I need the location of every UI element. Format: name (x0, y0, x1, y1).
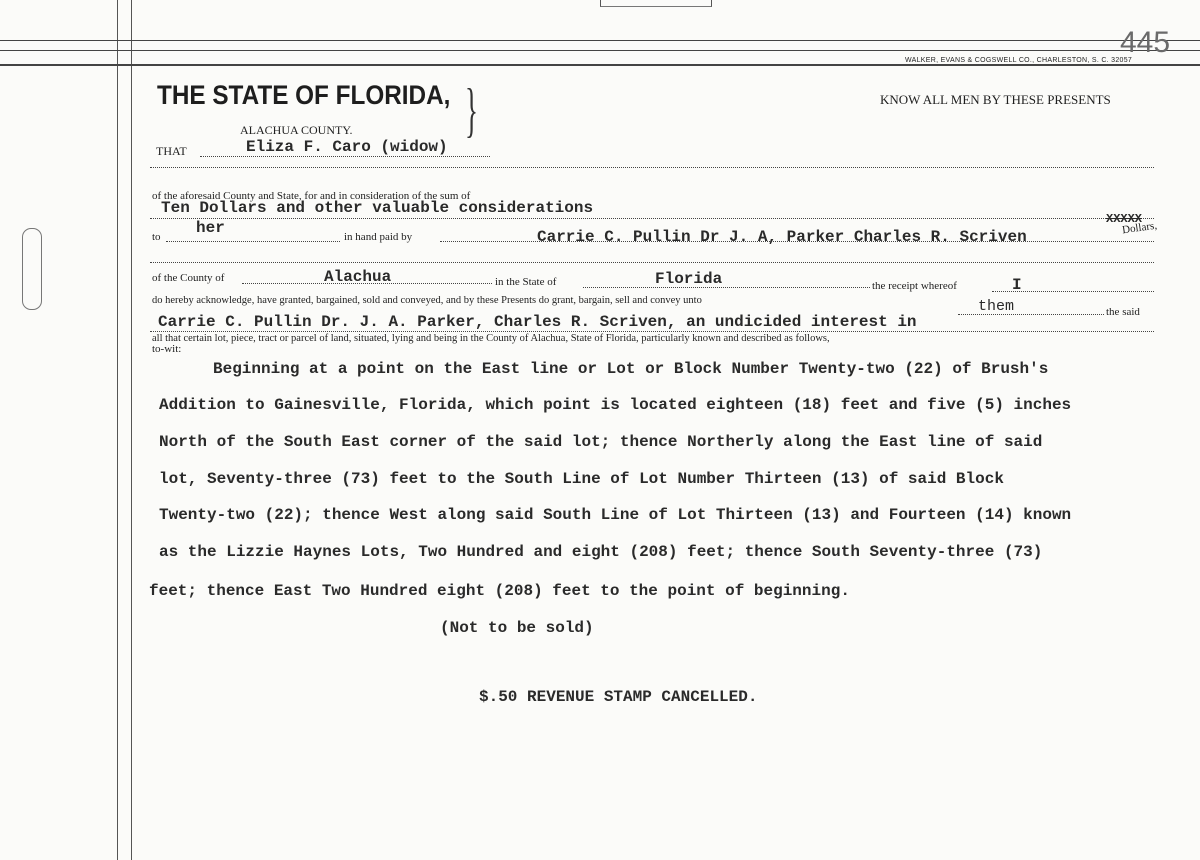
grantees-value: Carrie C. Pullin Dr J. A, Parker Charles R. Scriven (537, 228, 1027, 246)
page-number: 445 (1120, 26, 1171, 59)
county-heading: ALACHUA COUNTY. (240, 123, 353, 137)
not-to-be-sold-note: (Not to be sold) (440, 619, 594, 637)
top-rule-1 (0, 40, 1200, 41)
state-heading: THE STATE OF FLORIDA, (157, 80, 451, 110)
grantees-interest-value: Carrie C. Pullin Dr. J. A. Parker, Charles R. Scriven, an undicided interest in (158, 313, 917, 331)
description-line-5: Twenty-two (22); thence West along said South Line of Lot Thirteen (13) and Fourteen (14) known (159, 506, 1072, 524)
consideration-fill (150, 218, 1154, 219)
to-label: to (152, 231, 161, 243)
consideration-prefix: of the aforesaid County and State, for and in consideration of the sum of (152, 190, 471, 202)
land-line-1: all that certain lot, piece, tract or parcel of land, situated, lying and being in the County of Alachua, State of Florida, particularly known and described as follows, (152, 333, 830, 344)
dollars-label: Dollars, (1121, 219, 1158, 237)
acknowledge-text: do hereby acknowledge, have granted, bargained, sold and conveyed, and by these Presents do grant, bargain, sell and convey unto (152, 295, 702, 306)
state-value: Florida (655, 270, 723, 288)
grantor-value: Eliza F. Caro (widow) (246, 138, 448, 156)
description-line-1: Beginning at a point on the East line or Lot or Block Number Twenty-two (22) of Brush's (213, 360, 1049, 378)
receipt-value: I (1012, 276, 1022, 294)
county-label: of the County of (152, 272, 225, 284)
margin-rule-left-outer (117, 0, 118, 860)
consideration-value: Ten Dollars and other valuable considerations (161, 199, 594, 217)
land-line-2: to-wit: (152, 343, 182, 355)
binding-tab (600, 0, 712, 7)
blank-line-1 (150, 167, 1154, 168)
interest-fill (150, 331, 1154, 332)
to-fill (166, 241, 340, 242)
county-value: Alachua (324, 268, 392, 286)
margin-rule-left-inner (131, 0, 132, 860)
description-line-6: as the Lizzie Haynes Lots, Two Hundred and eight (208) feet; thence South Seventy-three (73) (159, 543, 1043, 561)
brace: } (465, 77, 478, 143)
receipt-label: the receipt whereof (872, 280, 957, 292)
punch-hole (22, 228, 42, 310)
state-fill (583, 287, 870, 288)
printer-line: WALKER, EVANS & COGSWELL CO., CHARLESTON, S. C. 32057 (905, 57, 1133, 64)
blank-line-2 (150, 262, 1154, 263)
top-rule-2 (0, 50, 1200, 51)
hand-paid-label: in hand paid by (344, 231, 413, 243)
to-value: her (196, 219, 225, 237)
revenue-stamp-note: $.50 REVENUE STAMP CANCELLED. (479, 688, 758, 706)
description-line-7: feet; thence East Two Hundred eight (208) feet to the point of beginning. (149, 582, 850, 600)
description-line-4: lot, Seventy-three (73) feet to the South Line of Lot Number Thirteen (13) of said Block (159, 470, 1004, 488)
description-line-2: Addition to Gainesville, Florida, which point is located eighteen (18) feet and five (5) inches (159, 396, 1072, 414)
state-label: in the State of (495, 276, 557, 288)
grantor-fill (200, 156, 490, 157)
know-all-heading: KNOW ALL MEN BY THESE PRESENTS (880, 92, 1111, 107)
the-said-label: the said (1106, 306, 1140, 318)
xxxxx-strike: XXXXX (1106, 212, 1143, 226)
convey-to-value: them (978, 298, 1015, 315)
description-line-3: North of the South East corner of the said lot; thence Northerly along the East line of said (159, 433, 1043, 451)
top-rule-3 (0, 64, 1200, 66)
that-label: THAT (156, 144, 187, 158)
